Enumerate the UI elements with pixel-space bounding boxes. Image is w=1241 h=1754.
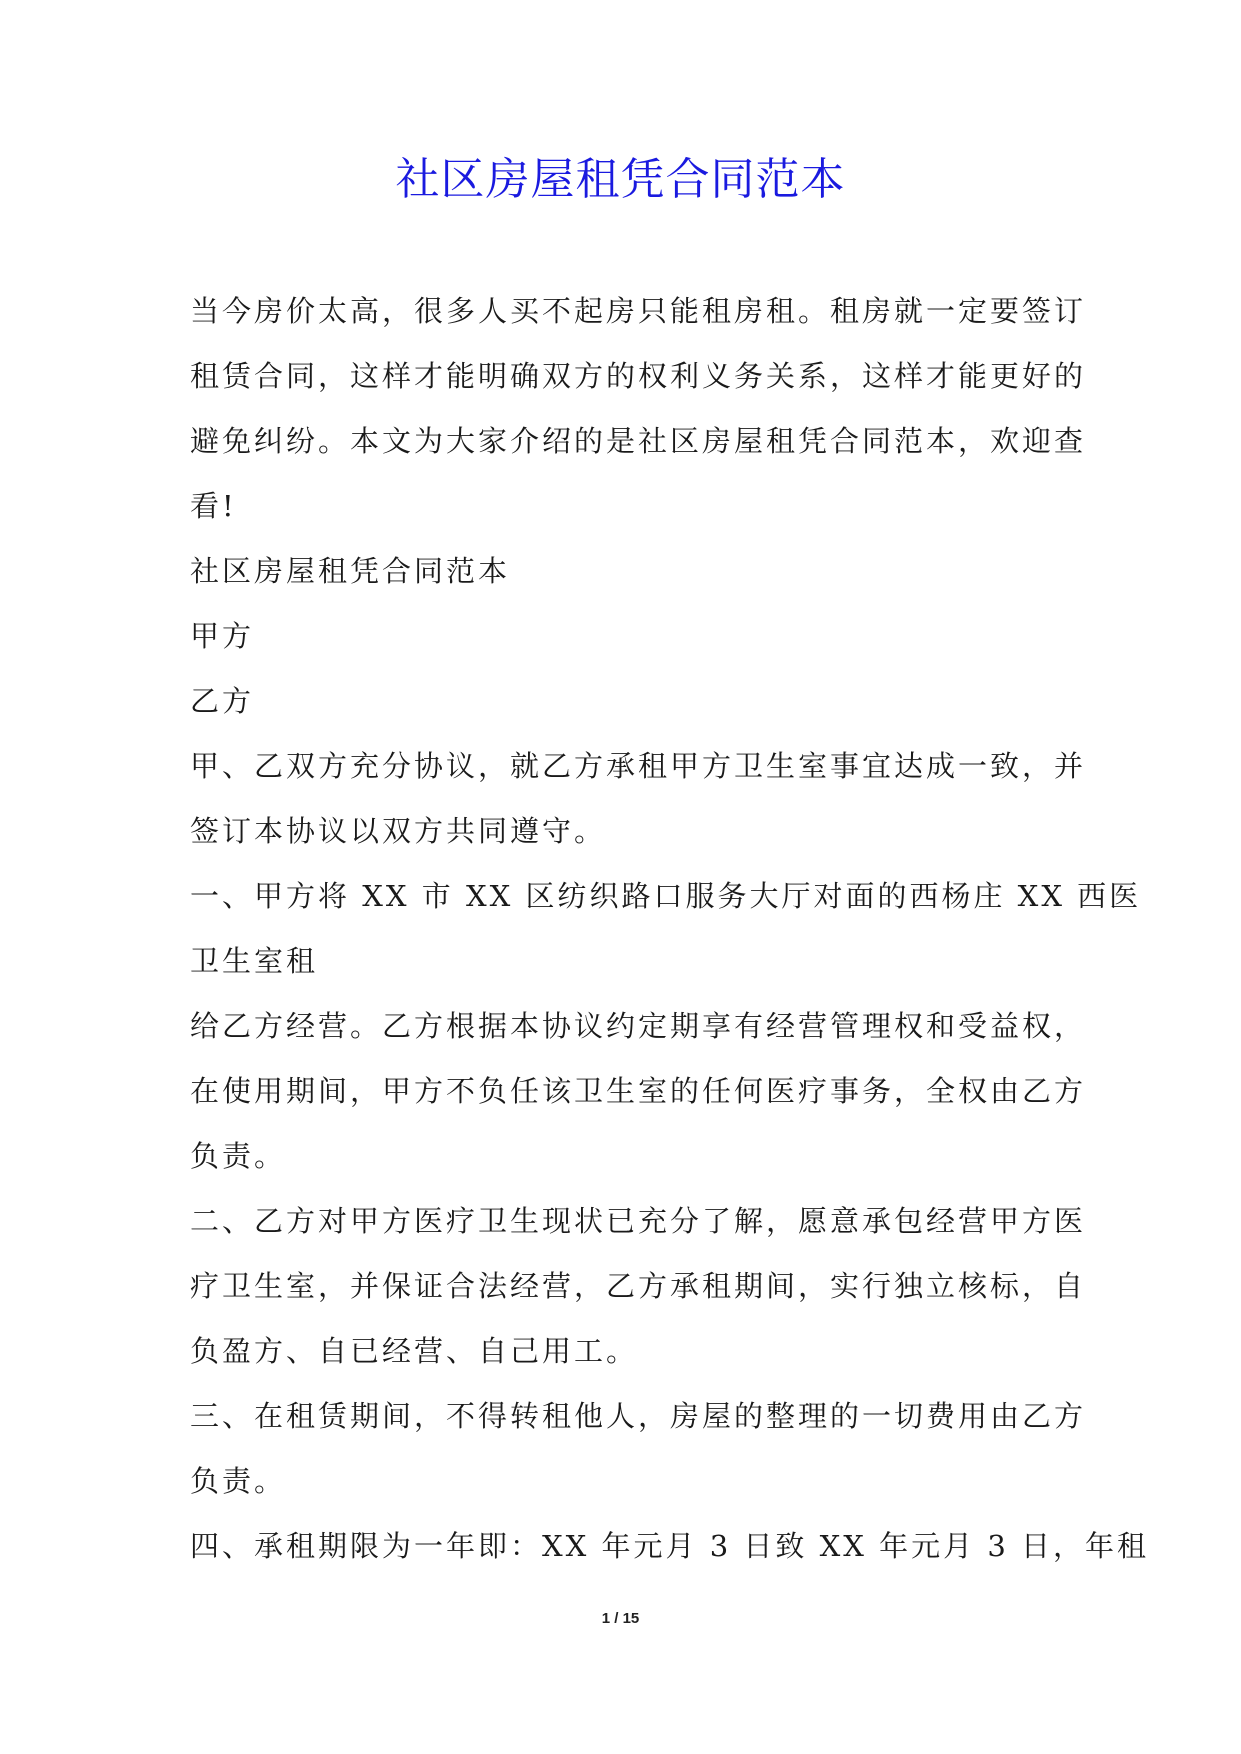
body-line: 二、乙方对甲方医疗卫生现状已充分了解，愿意承包经营甲方医 — [190, 1204, 1087, 1238]
body-line: 当今房价太高，很多人买不起房只能租房租。租房就一定要签订 — [190, 294, 1087, 328]
body-line: 疗卫生室，并保证合法经营，乙方承租期间，实行独立核标，自 — [190, 1269, 1087, 1303]
body-line: 在使用期间，甲方不负任该卫生室的任何医疗事务，全权由乙方 — [190, 1074, 1087, 1108]
body-line: 负责。 — [190, 1464, 287, 1498]
body-line: 负责。 — [190, 1139, 287, 1173]
body-line: 一、甲方将 XX 市 XX 区纺织路口服务大厅对面的西杨庄 XX 西医 — [190, 879, 1142, 913]
page-indicator: 1 / 15 — [601, 1610, 640, 1627]
document-body — [190, 286, 1150, 1586]
body-line: 三、在租赁期间，不得转租他人，房屋的整理的一切费用由乙方 — [190, 1399, 1087, 1433]
body-line: 甲方 — [190, 619, 255, 653]
body-line: 避免纠纷。本文为大家介绍的是社区房屋租凭合同范本，欢迎查 — [190, 424, 1087, 458]
body-line: 四、承租期限为一年即：XX 年元月 3 日致 XX 年元月 3 日，年租 — [190, 1529, 1150, 1563]
body-line: 乙方 — [190, 684, 255, 718]
body-line: 看! — [190, 489, 237, 523]
body-line: 给乙方经营。乙方根据本协议约定期享有经营管理权和受益权， — [190, 1009, 1087, 1043]
body-line: 租赁合同，这样才能明确双方的权利义务关系，这样才能更好的 — [190, 359, 1087, 393]
body-line: 签订本协议以双方共同遵守。 — [190, 814, 607, 848]
body-line: 社区房屋租凭合同范本 — [190, 554, 511, 588]
body-line: 负盈方、自已经营、自己用工。 — [190, 1334, 639, 1368]
body-line: 卫生室租 — [190, 944, 319, 978]
body-line: 甲、乙双方充分协议，就乙方承租甲方卫生室事宜达成一致，并 — [190, 749, 1087, 783]
document-title: 社区房屋租凭合同范本 — [395, 154, 846, 205]
